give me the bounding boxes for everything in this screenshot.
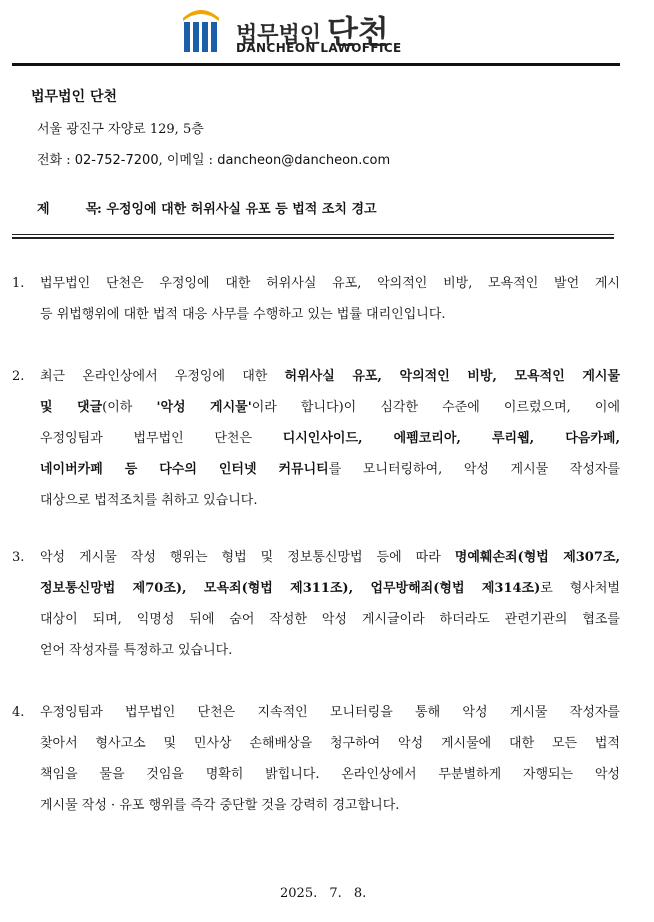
paragraph-line: 얻어 작성자를 특정하고 있습니다. (40, 643, 233, 658)
paragraph-line: 찾아서 형사고소 및 민사상 손해배상을 청구하여 악성 게시물에 대한 모든 법적 (40, 736, 620, 751)
logo-arc (183, 10, 219, 21)
text-run-bold: 명예훼손죄(형법 제307조, (454, 550, 620, 565)
email-prefix: , 이메일 : (158, 153, 218, 168)
phone-number: 02-752-7200 (74, 153, 159, 168)
paragraph-number: 1. (12, 276, 25, 291)
logo-bar-4 (211, 22, 217, 52)
paragraph-line (12, 454, 620, 485)
firm-contact (37, 149, 390, 168)
paragraph-line: 등 위법행위에 대한 법적 대응 사무를 수행하고 있는 법률 대리인입니다. (40, 307, 446, 322)
logo-korean-small: 법무법인 (236, 23, 322, 48)
subject-line (37, 198, 377, 217)
paragraph-line (12, 573, 620, 604)
subject-text: : 우정잉에 대한 허위사실 유포 등 법적 조치 경고 (97, 202, 377, 217)
text-run-bold: 정보통신망법 제70조), 모욕죄(형법 제311조), 업무방해죄(형법 제314조) (40, 581, 541, 596)
subject-rule (12, 234, 614, 239)
logo-bar-3 (202, 22, 208, 52)
paragraph-number: 2. (12, 369, 25, 384)
document-date: 2025. 7. 8. (280, 886, 367, 901)
email-address: dancheon@dancheon.com (217, 153, 391, 168)
paragraph-line: 책임을 물을 것임을 명확히 밝힙니다. 온라인상에서 무분별하게 자행되는 악성 (40, 767, 620, 782)
paragraph-1 (12, 268, 620, 330)
firm-address: 서울 광진구 자양로 129, 5층 (37, 122, 204, 137)
paragraph-line (12, 392, 620, 423)
text-run-bold: 및 댓글 (40, 400, 103, 415)
paragraph-4 (12, 697, 620, 821)
contact-prefix: 전화 : (37, 153, 75, 168)
paragraph-line (12, 542, 620, 573)
header-rule (12, 63, 620, 66)
text-run-bold: 네이버카페 등 다수의 인터넷 커뮤니티 (40, 462, 329, 477)
logo (181, 4, 441, 54)
text-run-bold: 디시인사이드, 에펨코리아, 루리웹, 다음카페, (282, 431, 620, 446)
paragraph-3 (12, 542, 620, 666)
text-run-bold: '악성 게시물' (156, 400, 252, 415)
logo-bar-2 (193, 22, 199, 52)
text-run: 최근 온라인상에서 우정잉에 대한 (40, 369, 285, 384)
dancheon-logo-icon (181, 4, 221, 54)
text-run: 를 모니터링하여, 악성 게시물 작성자를 (328, 462, 620, 477)
subject-label (37, 198, 97, 217)
logo-korean-big: 단천 (327, 13, 389, 51)
logo-english: DANCHEON LAWOFFICE (236, 41, 402, 55)
paragraph-line: 대상으로 법적조치를 취하고 있습니다. (40, 493, 258, 508)
paragraph-line: 우정잉팀과 법무법인 단천은 지속적인 모니터링을 통해 악성 게시물 작성자를 (40, 705, 620, 720)
firm-name: 법무법인 단천 (31, 89, 118, 105)
text-run: 이라 합니다)이 심각한 수준에 이르렀으며, 이에 (251, 400, 621, 415)
paragraph-number: 4. (12, 705, 25, 720)
text-run: (이하 (102, 400, 157, 415)
text-run-bold: 허위사실 유포, 악의적인 비방, 모욕적인 게시물 (284, 369, 620, 384)
paragraph-2 (12, 361, 620, 516)
paragraph-line: 법무법인 단천은 우정잉에 대한 허위사실 유포, 악의적인 비방, 모욕적인 발언 게시 (40, 276, 620, 291)
logo-bar-1 (184, 22, 190, 52)
paragraph-line: 게시물 작성 · 유포 행위를 즉각 중단할 것을 강력히 경고합니다. (40, 798, 400, 813)
text-run: 우정잉팀과 법무법인 단천은 (40, 431, 283, 446)
text-run: 로 형사처벌 (540, 581, 620, 596)
paragraph-line (12, 361, 620, 392)
paragraph-line (12, 423, 620, 454)
subject-label-1: 제 (37, 202, 50, 217)
paragraph-number: 3. (12, 550, 25, 565)
subject-label-2: 목 (85, 202, 99, 217)
paragraph-line: 대상이 되며, 익명성 뒤에 숨어 작성한 악성 게시글이라 하더라도 관련기관의 협조를 (40, 612, 620, 627)
text-run: 악성 게시물 작성 행위는 형법 및 정보통신망법 등에 따라 (40, 550, 455, 565)
